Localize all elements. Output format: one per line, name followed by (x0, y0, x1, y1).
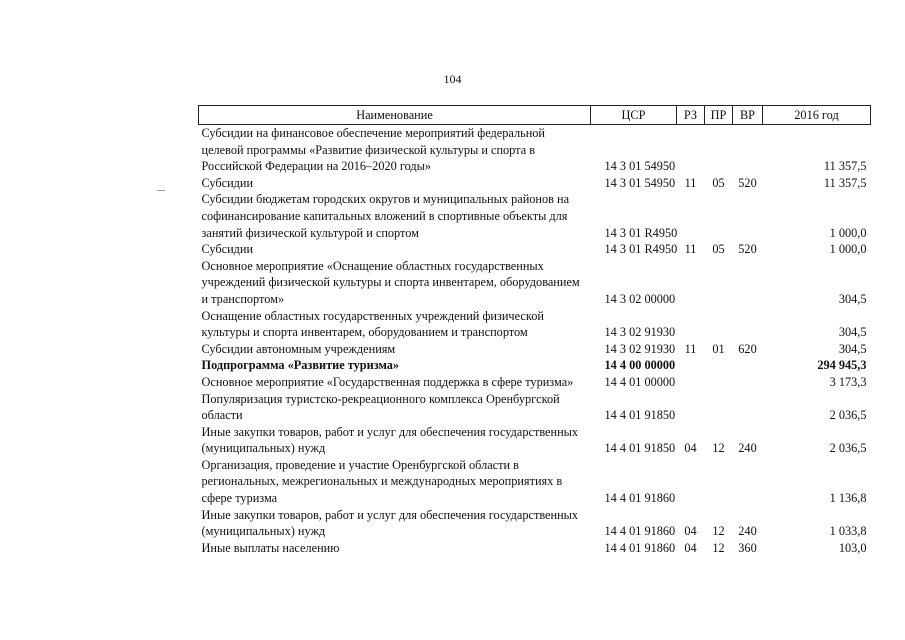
row-rz (677, 391, 705, 424)
row-csr: 14 4 01 91850 (604, 441, 676, 456)
row-csr: 14 3 02 91930 (604, 325, 676, 340)
row-vr (733, 391, 763, 424)
table-row (199, 357, 871, 374)
row-rz (677, 258, 705, 308)
row-name: Субсидии на финансовое обеспечение мероприятий федеральной целевой программы «Развитие физической культуры и спорта в Российской Федерации на 2016–2020 годы» (201, 126, 546, 174)
page-number: 104 (443, 72, 462, 86)
row-amount: 304,5 (838, 341, 867, 356)
row-pr (705, 191, 733, 241)
row-amount: 103,0 (838, 540, 867, 555)
table-row (199, 125, 871, 175)
row-vr (733, 308, 763, 341)
row-rz (677, 308, 705, 341)
row-vr: 520 (738, 175, 757, 190)
row-vr: 240 (738, 524, 757, 539)
row-amount: 2 036,5 (829, 441, 867, 456)
row-amount: 1 033,8 (829, 524, 867, 539)
row-pr (705, 125, 733, 175)
row-rz: 11 (684, 341, 697, 356)
row-csr: 14 3 01 R4950 (604, 225, 678, 240)
row-csr: 14 4 01 00000 (604, 374, 676, 389)
row-amount: 3 173,3 (829, 374, 867, 389)
row-amount: 1 000,0 (829, 242, 867, 257)
row-rz: 04 (684, 540, 697, 555)
row-vr (733, 191, 763, 241)
table-row (199, 241, 871, 258)
row-vr (733, 125, 763, 175)
table-row (199, 374, 871, 391)
row-rz (677, 125, 705, 175)
table-row (199, 424, 871, 457)
row-amount: 1 000,0 (829, 225, 867, 240)
table-row (199, 391, 871, 424)
header-vr: ВР (733, 106, 763, 125)
row-vr: 620 (738, 341, 757, 356)
header-year: 2016 год (763, 106, 871, 125)
row-csr: 14 3 01 54950 (604, 175, 676, 190)
row-csr: 14 4 01 91860 (604, 524, 676, 539)
row-name: Основное мероприятие «Оснащение областных государственных учреждений физической культуры и спорта инвентарем, оборудованием и транспортом» (201, 258, 580, 306)
row-rz (677, 457, 705, 507)
row-rz: 04 (684, 441, 697, 456)
row-amount: 11 357,5 (823, 175, 867, 190)
row-vr (733, 374, 763, 391)
row-vr: 360 (738, 540, 757, 555)
row-rz: 11 (684, 175, 697, 190)
table-row (199, 175, 871, 192)
row-pr: 05 (712, 175, 725, 190)
row-csr: 14 3 01 R4950 (604, 242, 678, 257)
table-row (199, 308, 871, 341)
row-amount: 1 136,8 (829, 491, 867, 506)
row-name: Субсидии (201, 242, 254, 257)
row-pr (705, 374, 733, 391)
row-vr: 520 (738, 242, 757, 257)
table-row (199, 507, 871, 540)
budget-table (198, 105, 871, 556)
table-row (199, 258, 871, 308)
row-name: Подпрограмма «Развитие туризма» (201, 358, 400, 373)
row-name: Субсидии автономным учреждениям (201, 341, 396, 356)
row-amount: 294 945,3 (817, 358, 867, 373)
row-amount: 11 357,5 (823, 159, 867, 174)
table-row (199, 341, 871, 358)
row-pr: 12 (712, 441, 725, 456)
row-amount: 304,5 (838, 325, 867, 340)
row-amount: 304,5 (838, 291, 867, 306)
row-name: Основное мероприятие «Государственная поддержка в сфере туризма» (201, 374, 574, 389)
row-pr (705, 258, 733, 308)
row-pr: 01 (712, 341, 725, 356)
row-csr: 14 4 01 91860 (604, 491, 676, 506)
row-rz (677, 357, 705, 374)
row-csr: 14 4 01 91860 (604, 540, 676, 555)
row-amount: 2 036,5 (829, 408, 867, 423)
row-rz: 04 (684, 524, 697, 539)
row-name: Организация, проведение и участие Оренбургской области в региональных, межрегиональных и международных мероприятиях в сфере туризма (201, 457, 563, 506)
row-pr (705, 457, 733, 507)
row-csr: 14 3 02 00000 (604, 291, 676, 306)
row-csr: 14 4 01 91850 (604, 408, 676, 423)
row-pr (705, 357, 733, 374)
row-rz (677, 374, 705, 391)
row-name: Иные закупки товаров, работ и услуг для обеспечения государственных (муниципальных) нужд (201, 507, 579, 539)
table-row (199, 540, 871, 557)
row-vr: 240 (738, 441, 757, 456)
row-name: Иные выплаты населению (201, 540, 340, 555)
row-pr: 12 (712, 540, 725, 555)
row-pr: 12 (712, 524, 725, 539)
row-rz (677, 191, 705, 241)
table-row (199, 191, 871, 241)
header-rz: РЗ (677, 106, 705, 125)
row-name: Оснащение областных государственных учреждений физической культуры и спорта инвентарем, оборудованием и транспортом (201, 308, 544, 340)
table-header-row (199, 106, 871, 125)
header-name: Наименование (199, 106, 591, 125)
table-body (199, 125, 871, 557)
row-rz: 11 (684, 242, 697, 257)
margin-mark (157, 190, 165, 191)
row-pr: 05 (712, 242, 725, 257)
row-csr: 14 3 02 91930 (604, 341, 676, 356)
header-pr: ПР (705, 106, 733, 125)
header-csr: ЦСР (591, 106, 677, 125)
table-row (199, 457, 871, 507)
row-pr (705, 308, 733, 341)
row-name: Популяризация туристско-рекреационного комплекса Оренбургской области (201, 391, 560, 423)
row-pr (705, 391, 733, 424)
row-vr (733, 457, 763, 507)
row-csr: 14 3 01 54950 (604, 159, 676, 174)
row-vr (733, 258, 763, 308)
row-name: Субсидии (201, 175, 254, 190)
row-name: Субсидии бюджетам городских округов и муниципальных районов на софинансирование капитальных вложений в спортивные объекты для занятий физической культурой и спортом (201, 192, 570, 240)
row-vr (733, 357, 763, 374)
row-csr: 14 4 00 00000 (604, 358, 676, 373)
row-name: Иные закупки товаров, работ и услуг для обеспечения государственных (муниципальных) нужд (201, 424, 579, 456)
